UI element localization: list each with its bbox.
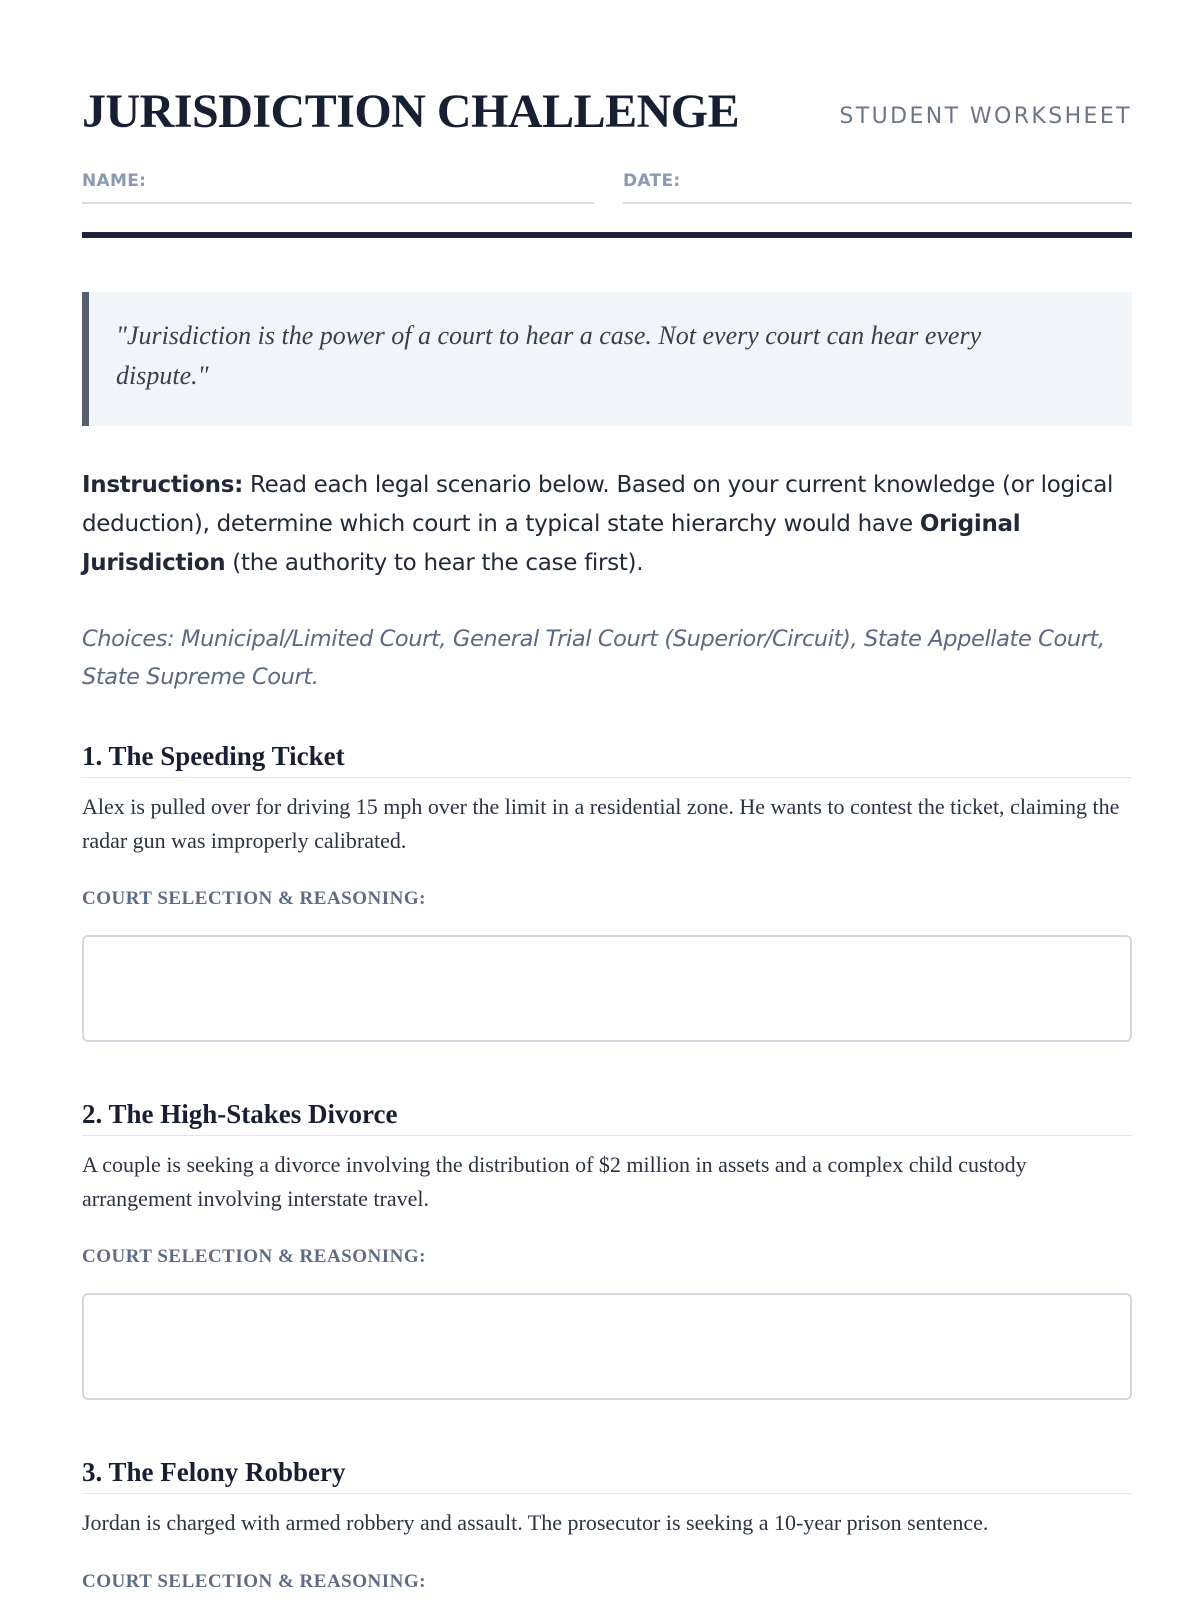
instructions-paragraph (82, 466, 1142, 583)
answer-label: COURT SELECTION & REASONING: (82, 1246, 426, 1267)
date-field[interactable] (623, 168, 1132, 204)
instructions-lead: Instructions: (82, 472, 244, 498)
header-divider (82, 232, 1132, 238)
name-field[interactable] (82, 168, 594, 204)
choices-list: Choices: Municipal/Limited Court, General Trial Court (Superior/Circuit), State Appellate Court, State Supreme Court. (82, 626, 1105, 690)
answer-label: COURT SELECTION & REASONING: (82, 888, 426, 909)
scenario-description: Jordan is charged with armed robbery and assault. The prosecutor is seeking a 10-year prison sentence. (82, 1510, 989, 1535)
instructions-text-1: Read each legal scenario below. Based on your current knowledge (or logical deduction), determine which court in a typical state hierarchy would have (82, 472, 1114, 537)
answer-input-1[interactable] (82, 935, 1132, 1042)
scenario-title: 2. The High-Stakes Divorce (82, 1098, 1132, 1136)
instructions-emphasis: Original Jurisdiction (82, 511, 1021, 576)
scenario-title: 1. The Speeding Ticket (82, 740, 1132, 778)
scenario-title: 3. The Felony Robbery (82, 1456, 1132, 1494)
quote-block (82, 292, 1132, 426)
answer-label: COURT SELECTION & REASONING: (82, 1571, 426, 1592)
page-title: JURISDICTION CHALLENGE (82, 85, 740, 138)
instructions-text-2: (the authority to hear the case first). (225, 550, 644, 576)
quote-text: "Jurisdiction is the power of a court to hear a case. Not every court can hear every dispute." (116, 321, 982, 390)
worksheet-header (82, 86, 1132, 138)
name-field-label: NAME: (82, 171, 147, 191)
scenario-description: Alex is pulled over for driving 15 mph over the limit in a residential zone. He wants to contest the ticket, claiming the radar gun was improperly calibrated. (82, 794, 1120, 853)
scenario-description: A couple is seeking a divorce involving the distribution of $2 million in assets and a complex child custody arrangement involving interstate travel. (82, 1152, 1027, 1211)
answer-input-2[interactable] (82, 1293, 1132, 1400)
student-fields (82, 168, 1132, 204)
page-subtitle: STUDENT WORKSHEET (839, 104, 1132, 129)
date-field-label: DATE: (623, 171, 681, 191)
